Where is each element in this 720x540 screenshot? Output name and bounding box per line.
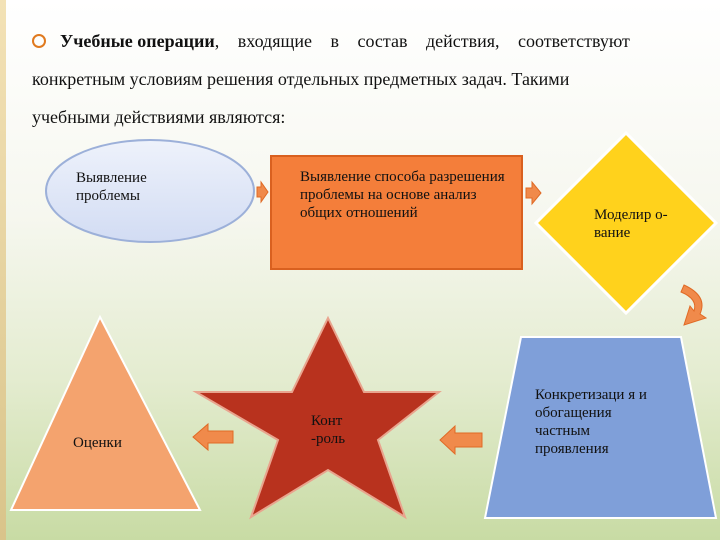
find-method-label: Выявление способа разрешения проблемы на основе анализ общих отношений [300, 169, 505, 221]
arrow-right-icon [526, 182, 541, 204]
intro-bold-lead: Учебные операции [60, 31, 215, 51]
identify-problem-label: Выявление проблемы [76, 170, 147, 204]
concretization-label: Конкретизаци я и обогащения частным проявления [535, 387, 647, 457]
intro-line1-rest: , входящие в состав действия, соответствуют [214, 31, 630, 51]
control-label: Конт -роль [311, 413, 346, 447]
modeling-label: Моделир о-вание [594, 207, 668, 241]
arrow-right-icon [257, 182, 268, 202]
arrow-left-icon [193, 424, 233, 450]
curved-arrow-down-icon [681, 285, 706, 325]
intro-line2: конкретным условиям решения отдельных предметных задач. Такими [32, 69, 570, 89]
evaluation-triangle [11, 317, 200, 510]
intro-line3: учебными действиями являются: [32, 107, 286, 127]
arrow-left-icon [440, 426, 482, 454]
evaluation-label: Оценки [73, 435, 122, 451]
